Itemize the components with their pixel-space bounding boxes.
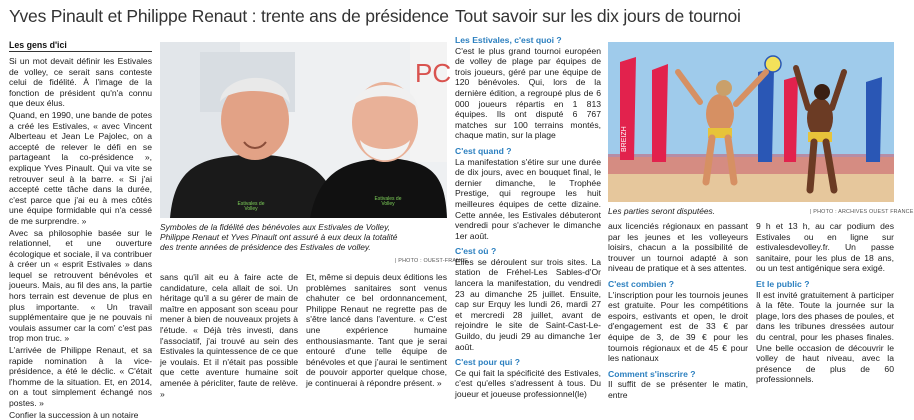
section-question: Comment s'inscrire ?: [608, 368, 696, 379]
section-question: Les Estivales, c'est quoi ?: [455, 35, 562, 45]
section-question: C'est pour qui ?: [455, 357, 521, 368]
flag-text-1: BREIZH: [621, 126, 628, 152]
section-answer: C'est le plus grand tournoi européen de volley de plage par équipes de trois joueurs, géré par une équipe de 120 bénévoles. Qui, lors de la dernière édition, a regroupé plus de 6 000 joueurs répartis en 1 813 équipes. Ils ont disputé 6 767 matches sur 100 terrains montés, chaque matin, sur la plage: [455, 45, 601, 141]
section-question: Et le public ?: [756, 278, 810, 289]
section-answer: 9 h et 13 h, au car podium des Estivales ou en ligne sur estivalesdevolley.fr. Un passe sanitaire, pour les plus de 18 ans, ou un test antigénique sera exigé.: [756, 221, 894, 274]
right-article-column-1: [455, 35, 601, 399]
section-answer: Il suffit de se présenter le matin, entre: [608, 379, 748, 400]
banner-letters: PC: [415, 58, 452, 88]
paragraph: Si un mot devait définir les Estivales de volley, ce serait sans conteste celui de fidélité. À l'image de la fonction de président qu'n'a connu que deux élus.: [9, 56, 152, 109]
shirt-logo-text-left: Estivales de Volley: [237, 201, 265, 212]
shirt-logo-text-right: Estivales de Volley: [374, 196, 402, 207]
left-photo-credit: | PHOTO : OUEST-FRANCE: [395, 258, 469, 264]
paragraph: Et, même si depuis deux éditions les problèmes sanitaires sont venus chahuter ce bel ordonnancement, Philippe Renaut ne regrette pas de s'être lancé dans l'aventure. « C'est une expérience humaine enthousiasmante. Tant que je serai entouré d'une telle équipe de bénévoles et que j'aurai le sentiment de pouvoir apporter quelque chose, je continuerai à répondre présent. »: [306, 272, 447, 388]
left-article-column-1: [9, 56, 152, 420]
section-answer: L'inscription pour les tournois jeunes est gratuite. Pour les compétitions espoirs, estivants et open, le droit d'engagement est de 33 € par équipe de 3, de 39 € pour les tournois régionaux et de 45 € pour les nationaux: [608, 289, 748, 364]
section-question: C'est combien ?: [608, 278, 675, 289]
right-article-column-3: [756, 221, 894, 399]
right-photo-credit: | PHOTO : ARCHIVES OUEST FRANCE: [810, 209, 914, 215]
paragraph: Confier la succession à un notaire: [9, 409, 139, 420]
section-question: C'est quand ?: [455, 145, 512, 156]
left-photo-caption: Symboles de la fidélité des bénévoles aux Estivales de Volley, Philippe Renaut et Yves Pinault ont assuré à eux deux la totalité des trente années de présidence des Estivales de volley.: [160, 222, 398, 253]
left-headline: Yves Pinault et Philippe Renaut : trente ans de présidence: [9, 6, 449, 26]
right-headline: Tout savoir sur les dix jours de tournoi: [455, 6, 741, 26]
paragraph: L'arrivée de Philippe Renaut, et sa rapide nomination à la vice-présidence, a été le déclic. « C'était l'homme de la situation. Et, en 2014, on a tout simplement échangé nos postes. »: [9, 345, 152, 408]
section-answer: Il est invité gratuitement à participer à la fête. Toute la journée sur la plage, lors des phases de poules, et dans les tribunes dressées autour du central, pour les phases finales. Une belle occasion de découvrir le volley de haut niveau, avec la présence de plus de 60 professionnels.: [756, 289, 894, 385]
section-question: C'est où ?: [455, 246, 497, 257]
right-photo-caption: Les parties seront disputées.: [608, 206, 716, 216]
left-article-column-3: [306, 272, 447, 398]
beach-volley-photo: [608, 42, 894, 202]
section-answer: La manifestation s'étire sur une durée de dix jours, avec en bouquet final, le dernier dimanche, le Trophée Prestige, qui regroupe les huit meilleures équipes de cette dizaine. Cette année, les Estivales débuteront vendredi pour s'achever le dimanche 1er août.: [455, 156, 601, 241]
section-answer: Ce qui fait la spécificité des Estivales, c'est qu'elles s'adressent à tous. Du joueur et joueuse professionnel(le): [455, 367, 601, 399]
right-article-column-2: [608, 221, 748, 399]
presidents-photo: [160, 42, 452, 218]
paragraph: sans qu'il ait eu à faire acte de candidature, cela allait de soi. Un héritage qu'il a su gérer de main de maître en apposant son sceau pour mener à bien de nouveaux projets à l'étude. « Déjà très investi, dans l'associatif, j'ai trouvé au sein des Estivales la quintessence de ce que je voulais. Et il n'était pas possible que cette aventure humaine soit amenée à péricliter, faute de relève. »: [160, 272, 298, 399]
section-answer: Elles se déroulent sur trois sites. La station de Fréhel-Les Sables-d'Or lancera la manifestation, du vendredi 23 au dimanche 25 juillet. Ensuite, cap sur Erquy les lundi 26, mardi 27 et mercredi 28 juillet, avant de rejoindre le site de Saint-Cast-Le-Guildo, du jeudi 29 au dimanche 1er août.: [455, 256, 601, 352]
rubric-label: Les gens d'ici: [9, 40, 152, 52]
left-article-column-2: [160, 272, 298, 398]
paragraph: Avec sa philosophie basée sur le relationnel, et une ouverture écologique et sociale, il va contribuer à créer un « esprit Estivales » dans lequel se retrouvent bénévoles et joueurs. Mais, au fil des ans, la partie hors terrain est devenue de plus en plus importante. « Un travail supplémentaire que je ne pouvais ni voulais assumer car la com' c'est pas trop mon truc. »: [9, 227, 152, 344]
section-answer: aux licenciés régionaux en passant par les jeunes et les volleyeurs loisirs, chacun a la possibilité de trouver un tournoi adapté à son niveau de pratique et à ses attentes.: [608, 221, 748, 274]
paragraph: Quand, en 1990, une bande de potes a créé les Estivales, « avec Vincent Alberteau et Jean Le Pajolec, on a accepté de relever le défi en se partageant la co-présidence », explique Yves Pinault. Qui va vite se retrouver seul à la barre. « Si j'ai accepté cette tâche dans la durée, c'est parce que j'ai eu à mes côtés une équipe formidable qui n'a cessé de me surprendre. »: [9, 109, 152, 226]
